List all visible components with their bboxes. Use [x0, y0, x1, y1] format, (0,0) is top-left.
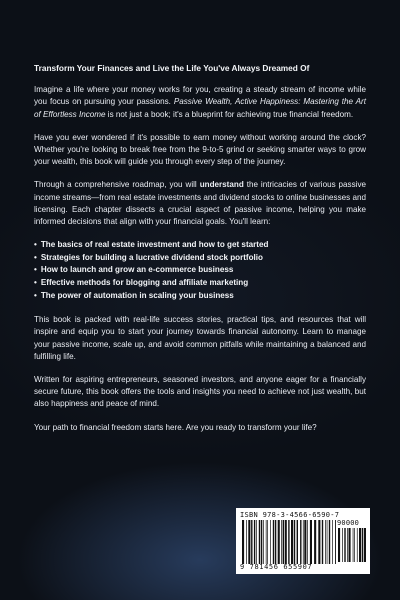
barcode-bar	[266, 520, 267, 564]
barcode-bar	[349, 528, 351, 562]
barcode-bar	[242, 520, 244, 564]
list-item-text: Strategies for building a lucrative dividend stock portfolio	[40, 252, 264, 262]
isbn-barcode	[236, 508, 370, 574]
list-item: • The power of automation in scaling your business	[34, 290, 234, 300]
barcode-bar	[270, 520, 271, 564]
barcode-bar	[297, 520, 298, 564]
barcode-bar	[318, 520, 320, 564]
barcode-bar	[261, 520, 262, 564]
barcode-bar	[357, 528, 358, 562]
barcode-bar	[332, 520, 333, 564]
barcode-addon-digits: 90000	[337, 519, 360, 527]
barcode-bar	[364, 528, 366, 562]
barcode-bar	[294, 520, 295, 564]
list-item: • How to launch and grow an e-commerce business	[34, 265, 234, 275]
barcode-digits: 9 781456 655907	[240, 563, 313, 571]
book-title: Passive Wealth, Active Happiness: Mastering the Art of Effortless Income	[34, 97, 366, 119]
barcode-bar	[248, 520, 250, 564]
barcode-bar	[285, 520, 287, 564]
barcode-bar	[303, 520, 304, 564]
barcode-bar	[342, 528, 343, 562]
barcode-bar	[362, 528, 363, 562]
barcode-bar	[291, 520, 293, 564]
list-item: • The basics of real estate investment and how to get started	[34, 240, 269, 250]
isbn-label: ISBN 978-3-4566-6590-7	[240, 511, 340, 519]
intro-paragraph	[34, 84, 366, 121]
list-item: • Strategies for building a lucrative dividend stock portfolio	[34, 252, 264, 262]
list-item-text: Effective methods for blogging and affiliate marketing	[40, 278, 249, 288]
barcode-bar	[254, 520, 255, 564]
barcode-bar	[353, 528, 354, 562]
barcode-bar	[273, 520, 274, 564]
barcode-bar	[329, 520, 330, 564]
barcode-bar	[267, 520, 268, 564]
barcode-bar	[288, 520, 289, 564]
learning-list	[34, 239, 366, 302]
barcode-bar	[300, 520, 301, 564]
barcode-bar	[246, 520, 247, 564]
barcode-bar	[327, 520, 328, 564]
barcode-bar	[325, 520, 326, 564]
barcode-bar	[281, 520, 282, 564]
list-item-text: How to launch and grow an e-commerce business	[40, 265, 234, 275]
audience-paragraph: Written for aspiring entrepreneurs, seasoned investors, and anyone eager for a financially secure future, this book offers the tools and insights you need to achieve not just wealth, but also happiness and peace of mind.	[34, 375, 366, 409]
question-paragraph: Have you ever wondered if it's possible to earn money without working around the clock? Whether you're looking to break free from the 9-to-5 grind or seeking smarter ways to grow your wealth, this book will guide you through every step of the journey.	[34, 132, 366, 167]
list-item-text: The basics of real estate investment and how to get started	[40, 240, 269, 250]
list-item-text: The power of automation in scaling your business	[40, 290, 234, 300]
barcode-bar	[347, 528, 348, 562]
barcode-bar	[307, 520, 308, 564]
roadmap-text-start: Through a comprehensive roadmap, you will	[34, 180, 200, 190]
barcode-addon-bars	[338, 528, 366, 562]
barcode-bar	[344, 528, 345, 562]
barcode-bar	[314, 520, 316, 564]
resources-paragraph: This book is packed with real-life success stories, practical tips, and resources that will inspire and equip you to start your journey towards financial autonomy. Learn to manage your passive income, scale up, and avoid common pitfalls while maintaining a balanced and fulfilling life.	[34, 315, 366, 361]
closing-paragraph: Your path to financial freedom starts here. Are you ready to transform your life?	[34, 422, 317, 432]
barcode-bar	[310, 520, 312, 564]
barcode-bar	[338, 528, 340, 562]
barcode-bar	[335, 520, 336, 564]
barcode-bar	[304, 520, 306, 564]
barcode-bar	[359, 528, 361, 562]
intro-text-start: Imagine a life where your money works for you, creating a steady stream of income while you focus on pursuing your passions.	[34, 85, 366, 107]
barcode-bar	[256, 520, 257, 564]
barcode-bar	[251, 520, 252, 564]
roadmap-emphasis: understand	[199, 180, 244, 190]
barcode-bar	[275, 520, 276, 564]
barcode-bar	[322, 520, 323, 564]
roadmap-paragraph	[34, 179, 366, 228]
headline: Transform Your Finances and Live the Life You've Always Dreamed Of	[34, 63, 310, 73]
barcode-bar	[283, 520, 284, 564]
barcode-bar	[278, 520, 280, 564]
barcode-bar	[263, 520, 264, 564]
list-item: • Effective methods for blogging and affiliate marketing	[34, 278, 249, 288]
barcode-bar	[354, 528, 355, 562]
intro-text-end: is not just a book; it's a blueprint for achieving true financial freedom.	[105, 109, 354, 119]
barcode-bars	[242, 520, 336, 564]
back-cover-text	[34, 62, 366, 445]
roadmap-text-end: the intricacies of various passive income streams—from real estate investments and dividend stocks to online businesses and licensing. Each chapter dissects a crucial aspect of passive income, helping you make informed decisions that align with your financial goals. You'll learn:	[34, 180, 367, 227]
barcode-bar	[259, 520, 260, 564]
